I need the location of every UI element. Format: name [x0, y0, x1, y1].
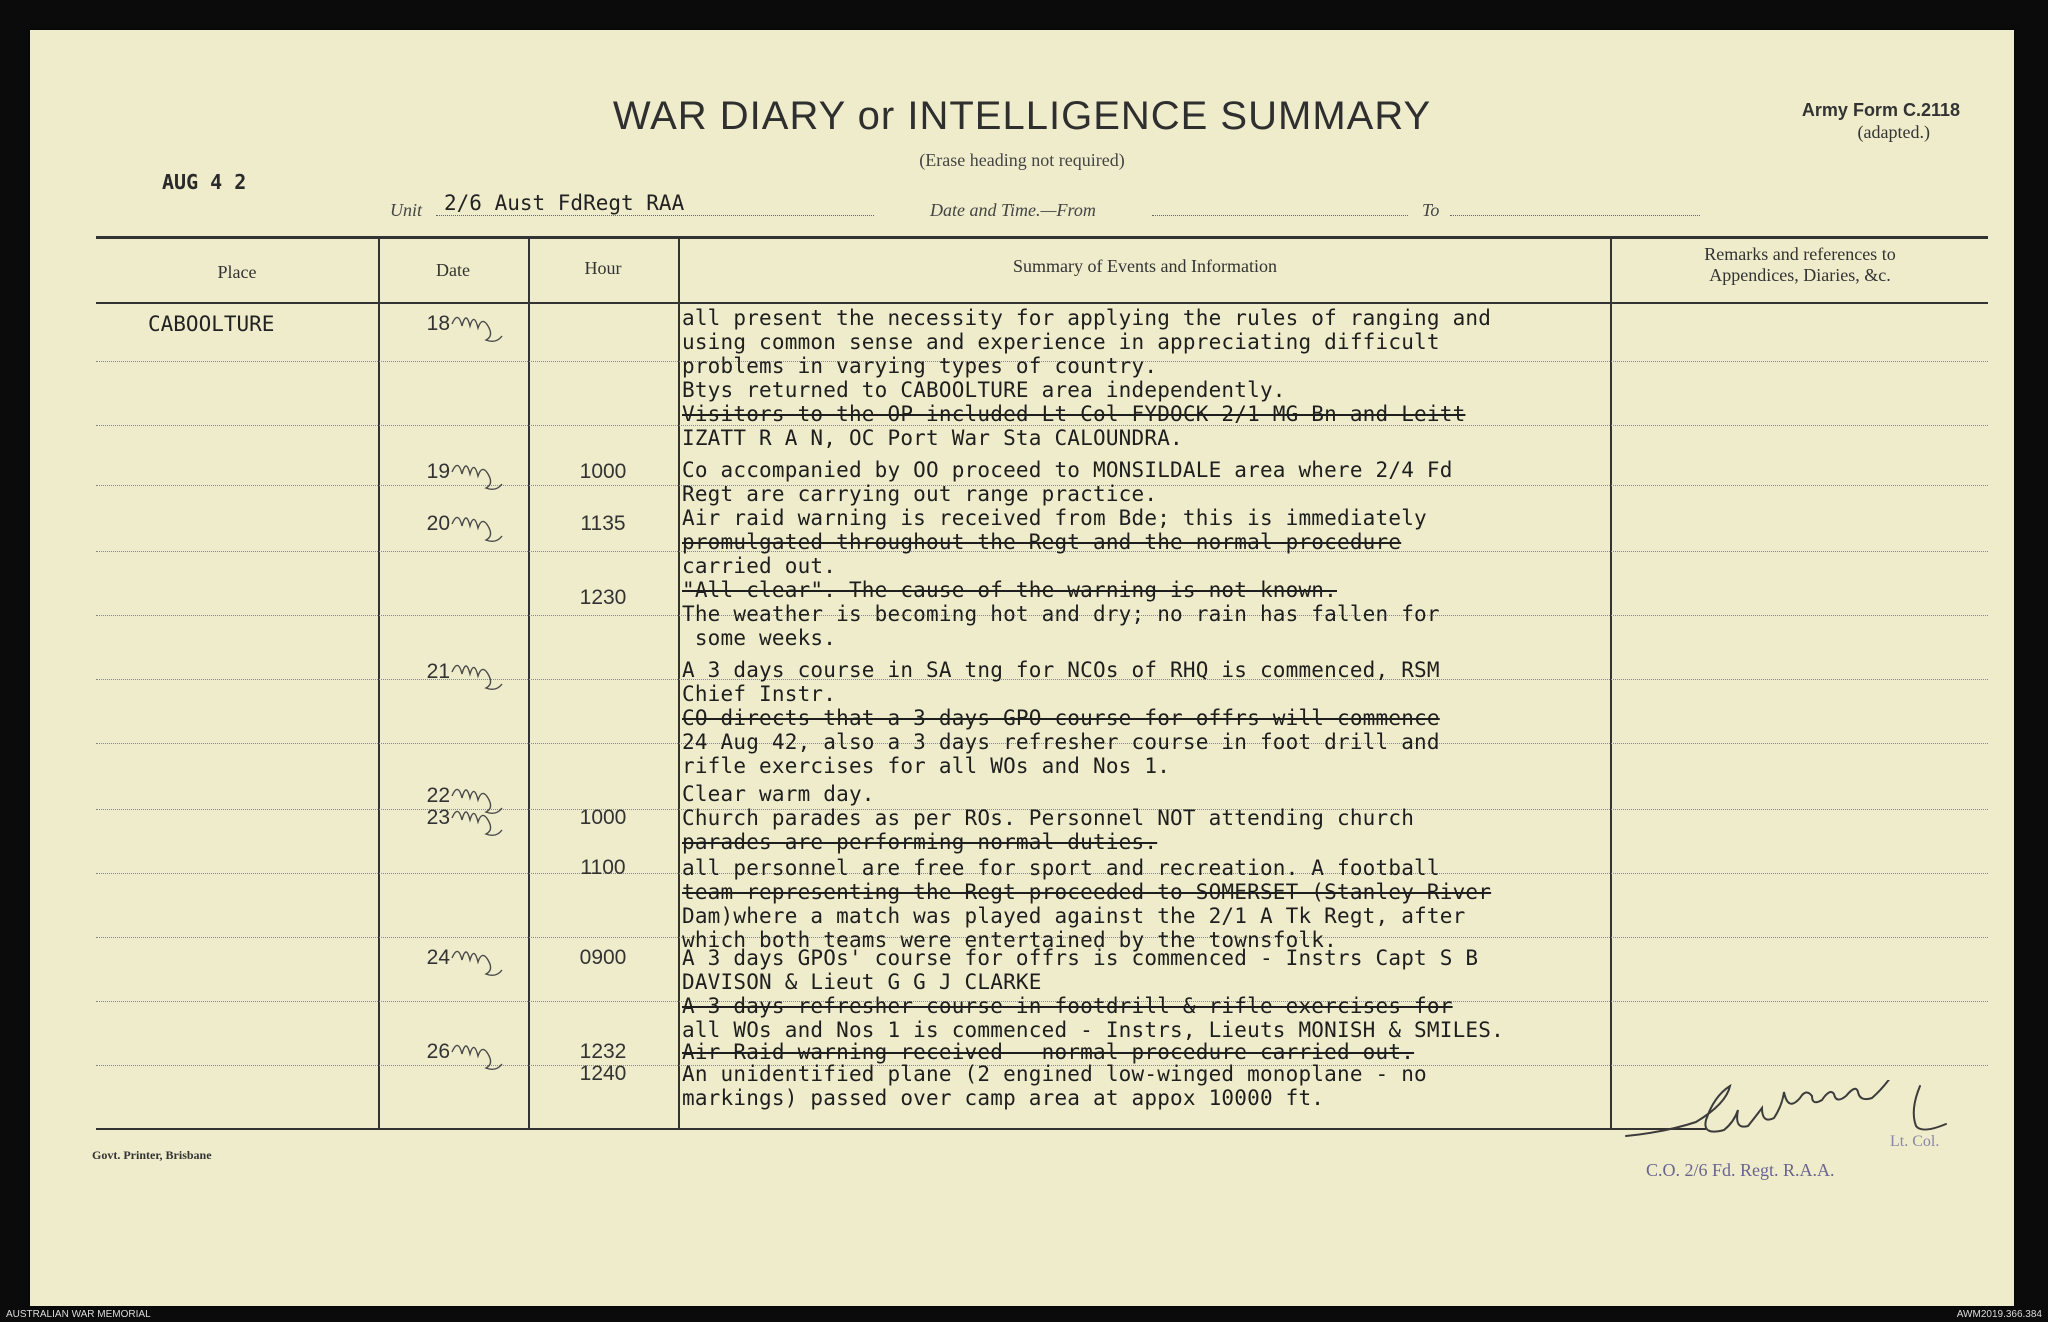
- header-place: Place: [217, 262, 257, 282]
- summary-line: "All clear". The cause of the warning is not known.: [682, 578, 1337, 602]
- summary-line: using common sense and experience in appreciating difficult: [682, 330, 1440, 354]
- co-stamp: C.O. 2/6 Fd. Regt. R.A.A.: [1646, 1160, 1835, 1180]
- date-entry: 26: [426, 1040, 450, 1063]
- unit-dotted-line: [436, 215, 874, 216]
- summary-line: Btys returned to CABOOLTURE area independently.: [682, 378, 1286, 402]
- hour-entry: 1240: [579, 1062, 627, 1085]
- form-number: Army Form C.2118: [1801, 100, 1960, 120]
- table-bottom-border: [96, 1128, 1706, 1130]
- unit-label: Unit: [390, 200, 423, 220]
- date-entry: 20: [426, 512, 450, 535]
- summary-line: team representing the Regt proceeded to SOMERSET (Stanley River: [682, 880, 1492, 904]
- summary-line: A 3 days course in SA tng for NCOs of RHQ is commenced, RSM: [682, 658, 1440, 682]
- summary-line: The weather is becoming hot and dry; no rain has fallen for: [682, 602, 1440, 626]
- column-divider-hour: [528, 236, 530, 1130]
- header-remarks-line1: Remarks and references to: [1704, 244, 1896, 264]
- summary-line: all present the necessity for applying the rules of ranging and: [682, 306, 1492, 330]
- hour-entry: 1000: [579, 460, 627, 483]
- summary-line: CO directs that a 3 days GPO course for offrs will commence: [682, 706, 1440, 730]
- header-date: Date: [436, 260, 470, 280]
- summary-line: Church parades as per ROs. Personnel NOT attending church: [682, 806, 1415, 830]
- place-value: CABOOLTURE: [148, 312, 275, 336]
- date-entry: 22: [426, 784, 450, 807]
- column-divider-remarks: [1610, 236, 1612, 1130]
- date-entry: 21: [426, 660, 450, 683]
- summary-line: all personnel are free for sport and recreation. A football: [682, 856, 1440, 880]
- summary-line: Air Raid warning received - normal procedure carried out.: [682, 1040, 1415, 1064]
- archive-credit: AUSTRALIAN WAR MEMORIAL: [6, 1309, 151, 1320]
- stamp-date: AUG 4 2: [162, 170, 247, 194]
- date-entry: 19: [426, 460, 450, 483]
- date-time-label: Date and Time.—From: [930, 200, 1096, 220]
- date-entry: 23: [426, 806, 450, 829]
- hour-entry: 1232: [579, 1040, 627, 1063]
- summary-line: Visitors to the OP included Lt Col FYDOCK 2/1 MG Bn and Leitt: [682, 402, 1466, 426]
- unit-value: 2/6 Aust FdRegt RAA: [444, 191, 685, 215]
- header-summary: Summary of Events and Information: [1013, 256, 1277, 276]
- to-dotted-line: [1450, 215, 1700, 216]
- summary-line: problems in varying types of country.: [682, 354, 1158, 378]
- hour-entry: 1135: [580, 512, 626, 535]
- summary-line: Co accompanied by OO proceed to MONSILDALE area where 2/4 Fd: [682, 458, 1453, 482]
- column-divider-summary: [678, 236, 680, 1130]
- page-title: WAR DIARY or INTELLIGENCE SUMMARY: [612, 94, 1432, 138]
- summary-line: Dam)where a match was played against the 2/1 A Tk Regt, after: [682, 904, 1466, 928]
- summary-line: A 3 days GPOs' course for offrs is commenced - Instrs Capt S B: [682, 946, 1479, 970]
- signature-rank: Lt. Col.: [1890, 1133, 1940, 1150]
- archive-reference: AWM2019.366.384: [1956, 1309, 2042, 1320]
- co-signature: [1620, 1080, 2000, 1150]
- printer-imprint: Govt. Printer, Brisbane: [92, 1148, 212, 1162]
- summary-line: carried out.: [682, 554, 837, 578]
- summary-line: A 3 days refresher course in footdrill & rifle exercises for: [682, 994, 1453, 1018]
- war-diary-sheet: [30, 30, 2014, 1306]
- to-label: To: [1422, 200, 1440, 220]
- hour-entry: 1100: [580, 856, 626, 879]
- summary-line: promulgated throughout the Regt and the normal procedure: [682, 530, 1402, 554]
- summary-line: IZATT R A N, OC Port War Sta CALOUNDRA.: [682, 426, 1183, 450]
- summary-line: markings) passed over camp area at appox 10000 ft.: [682, 1086, 1325, 1110]
- summary-line: all WOs and Nos 1 is commenced - Instrs, Lieuts MONISH & SMILES.: [682, 1018, 1504, 1042]
- date-time-dotted-line: [1152, 215, 1408, 216]
- date-initials-marks: [450, 306, 510, 1086]
- summary-line: Air raid warning is received from Bde; this is immediately: [682, 506, 1427, 530]
- form-adapted: (adapted.): [1857, 122, 1930, 142]
- date-entry: 18: [426, 312, 450, 335]
- summary-line: Regt are carrying out range practice.: [682, 482, 1158, 506]
- header-hour: Hour: [584, 258, 622, 278]
- summary-line: which both teams were entertained by the townsfolk.: [682, 928, 1337, 952]
- summary-line: rifle exercises for all WOs and Nos 1.: [682, 754, 1171, 778]
- page-subtitle: (Erase heading not required): [919, 150, 1125, 170]
- header-remarks-line2: Appendices, Diaries, &c.: [1709, 265, 1891, 285]
- summary-line: 24 Aug 42, also a 3 days refresher course in foot drill and: [682, 730, 1440, 754]
- summary-line: Clear warm day.: [682, 782, 875, 806]
- summary-line: DAVISON & Lieut G G J CLARKE: [682, 970, 1042, 994]
- date-entry: 24: [426, 946, 450, 969]
- hour-entry: 0900: [579, 946, 627, 969]
- summary-line: An unidentified plane (2 engined low-winged monoplane - no: [682, 1062, 1427, 1086]
- summary-line: some weeks.: [682, 626, 837, 650]
- hour-entry: 1230: [579, 586, 627, 609]
- summary-line: Chief Instr.: [682, 682, 837, 706]
- summary-line: parades are performing normal duties.: [682, 830, 1158, 854]
- column-divider-date: [378, 236, 380, 1130]
- hour-entry: 1000: [579, 806, 627, 829]
